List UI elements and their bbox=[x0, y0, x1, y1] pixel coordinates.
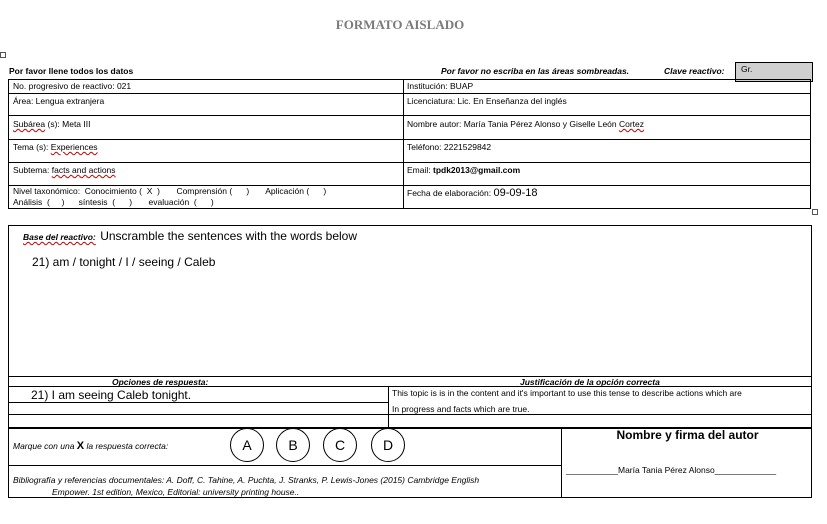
subtema-field bbox=[13, 165, 116, 175]
option-c-circle[interactable]: C bbox=[323, 428, 357, 462]
clave-label: Clave reactivo: bbox=[664, 66, 725, 76]
fecha-label: Fecha de elaboración: bbox=[407, 188, 494, 198]
tema-value: Experiences bbox=[50, 142, 98, 152]
base-label: Base del reactivo: bbox=[23, 232, 96, 242]
answer-text: 21) I am seeing Caleb tonight. bbox=[31, 388, 192, 402]
subarea-field bbox=[13, 119, 90, 129]
subtema-label: Subtema: bbox=[13, 165, 52, 175]
licenciatura-field: Licenciatura: Lic. En Enseñanza del inglés bbox=[407, 96, 567, 106]
telefono-field: Teléfono: 2221529842 bbox=[407, 142, 492, 152]
option-d-circle[interactable]: D bbox=[371, 428, 405, 462]
base-instruction: Unscramble the sentences with the words below bbox=[100, 229, 358, 243]
fecha-field bbox=[407, 187, 538, 199]
tema-label: Tema (s): bbox=[13, 142, 51, 152]
base-header bbox=[23, 227, 357, 245]
justification-header: Justificación de la opción correcta bbox=[520, 377, 660, 387]
autor-lastname: Cortez bbox=[618, 119, 645, 129]
justification-line-2: In progress and facts which are true. bbox=[392, 404, 530, 414]
option-b-circle[interactable]: B bbox=[276, 428, 310, 462]
area-field: Área: Lengua extranjera bbox=[13, 96, 105, 106]
subarea-value: (s): Meta III bbox=[45, 119, 91, 129]
firma-line: ___________María Tania Pérez Alonso_____________ bbox=[566, 465, 777, 475]
biblio-line-1: Bibliografía y referencias documentales: A. Doff, C. Tahine, A. Puchta, J. Stranks, P. Lewis-Jones (2015) Cambridge English bbox=[13, 475, 480, 485]
autor-field bbox=[407, 119, 644, 129]
option-a-circle[interactable]: A bbox=[230, 428, 264, 462]
marque-x: X bbox=[76, 440, 85, 452]
email-value: tpdk2013@gmail.com bbox=[432, 165, 521, 175]
nivel-line-2: Análisis ( ) síntesis ( ) evaluación ( ) bbox=[13, 197, 214, 207]
clave-value: Gr. bbox=[741, 64, 753, 74]
base-box bbox=[8, 225, 812, 377]
marque-prefix: Marque con una bbox=[13, 441, 77, 451]
info-table-divider bbox=[403, 79, 404, 209]
progresivo-field: No. progresivo de reactivo: 021 bbox=[13, 81, 132, 91]
firma-title: Nombre y firma del autor bbox=[616, 428, 759, 442]
email-field bbox=[407, 165, 520, 175]
marque-instruction bbox=[13, 440, 168, 452]
institucion-field: Institución: BUAP bbox=[407, 81, 474, 91]
fecha-value: 09-09-18 bbox=[493, 187, 538, 199]
marque-suffix: la respuesta correcta: bbox=[84, 441, 169, 451]
biblio-line-2: Empower. 1st edition, Mexico, Editorial: university printing house.. bbox=[52, 487, 300, 497]
options-header: Opciones de respuesta: bbox=[112, 377, 209, 387]
anchor-handle-left[interactable] bbox=[0, 52, 6, 58]
no-write-notice: Por favor no escriba en las áreas sombreadas. bbox=[441, 66, 630, 76]
justification-line-1: This topic is is in the content and it's important to use this tense to describe actions which are bbox=[392, 388, 742, 398]
nivel-line-1: Nivel taxonómico: Conocimiento ( X ) Comprensión ( ) Aplicación ( ) bbox=[13, 186, 327, 196]
email-label: Email: bbox=[407, 165, 433, 175]
bottom-divider bbox=[561, 428, 562, 498]
autor-names: Nombre autor: María Tania Pérez Alonso y Giselle León bbox=[407, 119, 619, 129]
anchor-handle-right[interactable] bbox=[812, 209, 818, 215]
document-title: FORMATO AISLADO bbox=[335, 17, 465, 32]
subtema-value: facts and actions bbox=[51, 165, 116, 175]
base-item: 21) am / tonight / I / seeing / Caleb bbox=[32, 255, 216, 269]
fill-all-notice: Por favor llene todos los datos bbox=[9, 66, 134, 76]
tema-field bbox=[13, 142, 98, 152]
options-divider bbox=[388, 386, 389, 428]
subarea-label: Subárea bbox=[13, 119, 46, 129]
